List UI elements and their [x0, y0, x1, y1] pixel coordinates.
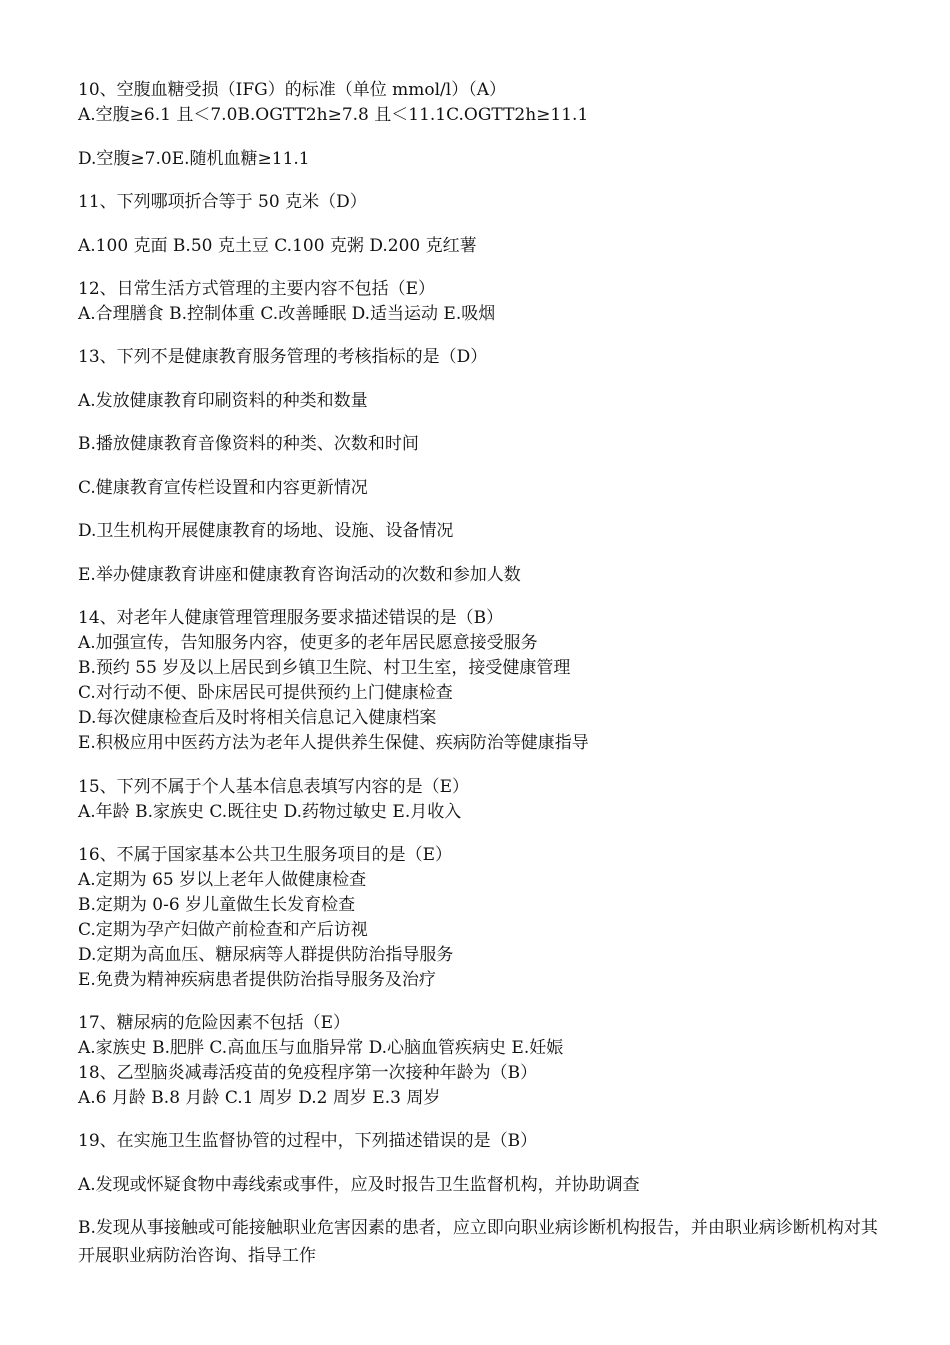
question-15: 15、下列不属于个人基本信息表填写内容的是（E） [78, 777, 470, 797]
question-19-option-a: A.发现或怀疑食物中毒线索或事件，应及时报告卫生监督机构，并协助调查 [78, 1175, 640, 1195]
question-14-option-a: A.加强宣传，告知服务内容，使更多的老年居民愿意接受服务 [78, 633, 538, 653]
question-15-options: A.年龄 B.家族史 C.既往史 D.药物过敏史 E.月收入 [78, 802, 462, 822]
question-14-option-d: D.每次健康检查后及时将相关信息记入健康档案 [78, 708, 437, 728]
question-13-option-d: D.卫生机构开展健康教育的场地、设施、设备情况 [78, 521, 454, 541]
question-13-option-b: B.播放健康教育音像资料的种类、次数和时间 [78, 434, 419, 454]
question-18-options: A.6 月龄 B.8 月龄 C.1 周岁 D.2 周岁 E.3 周岁 [78, 1088, 441, 1108]
question-16-option-c: C.定期为孕产妇做产前检查和产后访视 [78, 920, 368, 940]
question-11-options: A.100 克面 B.50 克土豆 C.100 克粥 D.200 克红薯 [78, 236, 477, 256]
question-14: 14、对老年人健康管理管理服务要求描述错误的是（B） [78, 608, 504, 628]
question-17-options: A.家族史 B.肥胖 C.高血压与血脂异常 D.心脑血管疾病史 E.妊娠 [78, 1038, 564, 1058]
question-16-option-e: E.免费为精神疾病患者提供防治指导服务及治疗 [78, 970, 436, 990]
question-19: 19、在实施卫生监督协管的过程中，下列描述错误的是（B） [78, 1131, 538, 1151]
question-16-option-a: A.定期为 65 岁以上老年人做健康检查 [78, 870, 367, 890]
question-13-option-a: A.发放健康教育印刷资料的种类和数量 [78, 391, 368, 411]
question-10-options-cont: D.空腹≥7.0E.随机血糖≥11.1 [78, 149, 310, 169]
question-10: 10、空腹血糖受损（IFG）的标准（单位 mmol/l）（A） [78, 80, 506, 100]
question-16-option-d: D.定期为高血压、糖尿病等人群提供防治指导服务 [78, 945, 454, 965]
question-11: 11、下列哪项折合等于 50 克米（D） [78, 192, 367, 212]
question-16-option-b: B.定期为 0-6 岁儿童做生长发育检查 [78, 895, 356, 915]
question-14-option-b: B.预约 55 岁及以上居民到乡镇卫生院、村卫生室，接受健康管理 [78, 658, 571, 678]
question-12-options: A.合理膳食 B.控制体重 C.改善睡眠 D.适当运动 E.吸烟 [78, 304, 496, 324]
question-13: 13、下列不是健康教育服务管理的考核指标的是（D） [78, 347, 488, 367]
question-14-option-c: C.对行动不便、卧床居民可提供预约上门健康检查 [78, 683, 453, 703]
question-13-option-c: C.健康教育宣传栏设置和内容更新情况 [78, 478, 368, 498]
question-17: 17、糖尿病的危险因素不包括（E） [78, 1013, 351, 1033]
question-12: 12、日常生活方式管理的主要内容不包括（E） [78, 279, 436, 299]
question-16: 16、不属于国家基本公共卫生服务项目的是（E） [78, 845, 453, 865]
question-18: 18、乙型脑炎减毒活疫苗的免疫程序第一次接种年龄为（B） [78, 1063, 538, 1083]
question-10-options: A.空腹≥6.1 且＜7.0B.OGTT2h≥7.8 且＜11.1C.OGTT2h≥11.1 [78, 105, 589, 125]
question-14-option-e: E.积极应用中医药方法为老年人提供养生保健、疾病防治等健康指导 [78, 733, 589, 753]
question-19-option-b: B.发现从事接触或可能接触职业危害因素的患者，应立即向职业病诊断机构报告，并由职业病诊断机构对其开展职业病防治咨询、指导工作 [78, 1218, 878, 1266]
question-13-option-e: E.举办健康教育讲座和健康教育咨询活动的次数和参加人数 [78, 565, 521, 585]
